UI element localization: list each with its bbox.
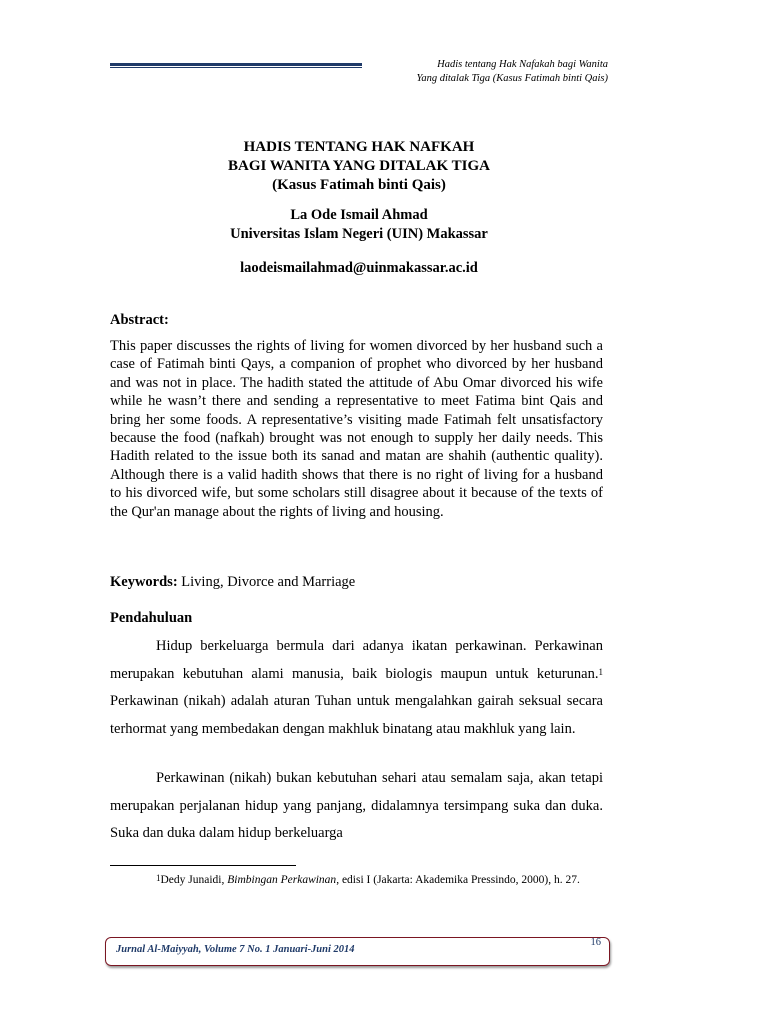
footnote: [110, 872, 603, 889]
footer-journal: Jurnal Al-Maiyyah, Volume 7 No. 1 Januari-Juni 2014: [116, 944, 355, 955]
body-paragraph-1: [110, 633, 603, 743]
title-line1: HADIS TENTANG HAK NAFKAH: [243, 139, 475, 155]
body-paragraph-2: Perkawinan (nikah) bukan kebutuhan sehari atau semalam saja, akan tetapi merupakan perjalanan hidup yang panjang, didalamnya tersimpang suka dan duka. Suka dan duka dalam hidup berkeluarga: [110, 770, 603, 841]
running-head-line1: Hadis tentang Hak Nafakah bagi Wanita: [437, 59, 608, 70]
footnote-ref: 1: [598, 666, 603, 677]
keywords: [110, 574, 355, 591]
author-email: laodeismailahmad@uinmakassar.ac.id: [240, 260, 478, 276]
header-rule-thin-line: [110, 67, 362, 68]
running-head-line2: Yang ditalak Tiga (Kasus Fatimah binti Qais): [416, 73, 608, 84]
footnote-book-title: Bimbingan Perkawinan: [227, 874, 337, 886]
abstract-label: Abstract:: [110, 312, 169, 328]
title-line2: BAGI WANITA YANG DITALAK TIGA: [227, 158, 490, 174]
author-affiliation: Universitas Islam Negeri (UIN) Makassar: [230, 226, 488, 242]
footnote-number: 1: [156, 873, 161, 883]
header-rule-thick-line: [110, 63, 362, 66]
footnote-rest: , edisi I (Jakarta: Akademika Pressindo, 2000), h. 27.: [336, 874, 580, 886]
paragraph-1-part2: Perkawinan (nikah) adalah aturan Tuhan untuk mengalahkan gairah seksual secara terhormat yang membedakan dengan makhluk binatang atau makhluk yang lain.: [110, 693, 603, 737]
author-block: [110, 206, 608, 244]
page-number: 16: [590, 937, 601, 948]
paragraph-1-part1: Hidup berkeluarga bermula dari adanya ikatan perkawinan. Perkawinan merupakan kebutuhan alami manusia, baik biologis maupun untuk keturunan.: [110, 638, 603, 682]
footnote-rule: [110, 865, 296, 866]
section-heading: Pendahuluan: [110, 610, 193, 626]
running-head: [416, 58, 608, 86]
keywords-text: Living, Divorce and Marriage: [177, 574, 356, 590]
title-subtitle: (Kasus Fatimah binti Qais): [272, 177, 446, 193]
footnote-author: Dedy Junaidi,: [160, 874, 228, 886]
author-name: La Ode Ismail Ahmad: [290, 207, 428, 223]
paper-title: [110, 138, 608, 195]
abstract-text: This paper discusses the rights of living for women divorced by her husband such a case of Fatimah binti Qays, a companion of prophet who divorced by her husband and was not in place. The hadith stated the attitude of Abu Omar divorced his wife while he wasn’t there and sending a representative to meet Fatima bint Qais and bring her some foods. A representative’s visiting made Fatimah felt unsatisfactory because the food (nafkah) brought was not enough to supply her daily needs. This Hadith related to the issue both its sanad and matan are shahih (authentic quality). Although there is a valid hadith shows that there is no right of living for a husband to his divorced wife, but some scholars still disagree about it because of the texts of the Qur'an manage about the rights of living and housing.: [110, 338, 603, 520]
header-rule: [110, 63, 362, 69]
keywords-label: Keywords:: [110, 574, 178, 590]
footer-box: [105, 937, 610, 966]
